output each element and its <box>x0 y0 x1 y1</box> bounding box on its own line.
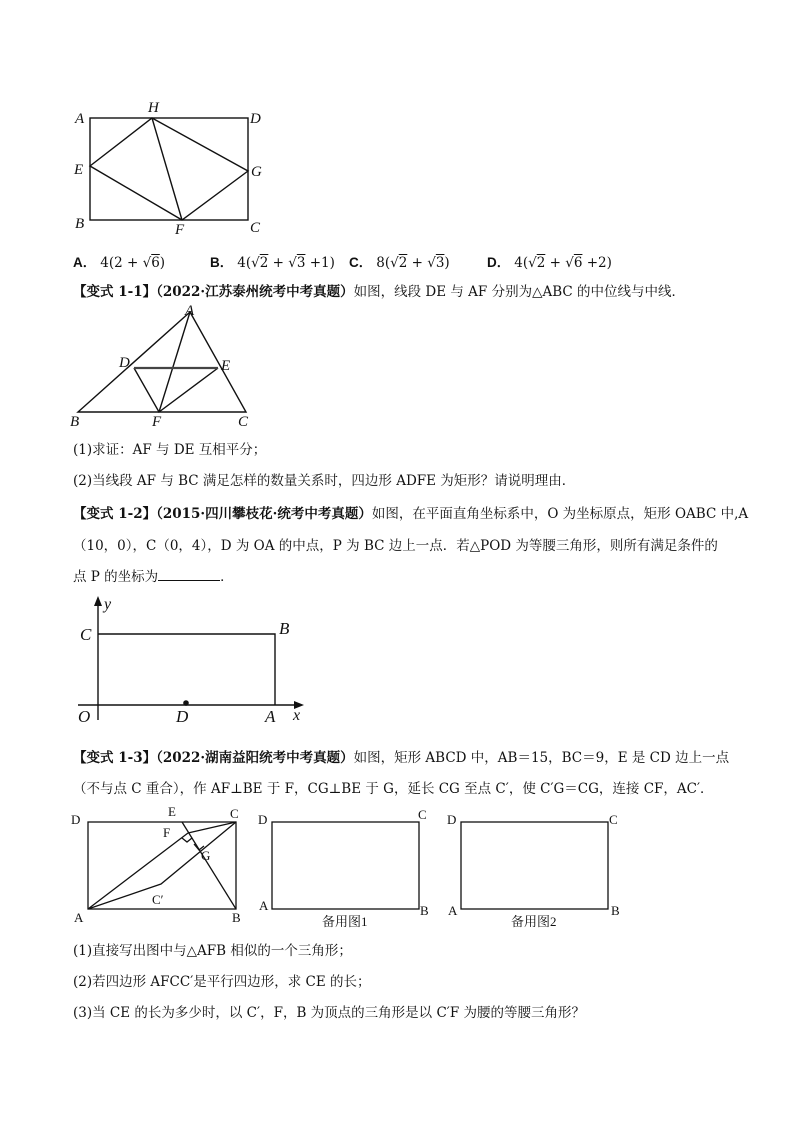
v13-line-1: 如图，矩形 ABCD 中，AB＝15，BC＝9，E 是 CD 边上一点 <box>353 750 730 766</box>
fig1-label-f: F <box>175 222 185 238</box>
spare1-label-b: B <box>420 903 429 918</box>
v11-question-1: (1)求证：AF 与 DE 互相平分； <box>73 442 267 458</box>
option-b-prefix: 4( <box>237 255 252 271</box>
figure-spare-1 <box>256 806 436 934</box>
v12-point-d <box>183 700 189 706</box>
option-d-suffix: +2) <box>582 255 612 271</box>
v12-rectangle <box>98 634 275 705</box>
option-c-prefix: 8( <box>376 255 391 271</box>
answer-blank[interactable] <box>158 568 220 581</box>
figure-coordinate-plane <box>72 592 312 728</box>
v11-question-2: (2)当线段 AF 与 BC 满足怎样的数量关系时，四边形 ADFE 为矩形？请说明理由． <box>73 473 576 489</box>
option-a-letter: A． <box>73 255 97 270</box>
spare2-label-d: D <box>447 812 457 827</box>
fig1-label-g: G <box>251 164 262 180</box>
v13-question-1: (1)直接写出图中与△AFB 相似的一个三角形； <box>73 943 352 959</box>
v11-stem: 如图，线段 DE 与 AF 分别为△ABC 的中位线与中线． <box>353 284 686 300</box>
v13-header <box>73 749 729 767</box>
option-d-prefix: 4( <box>514 255 529 271</box>
sqrt-sign: √ <box>427 255 436 271</box>
y-axis-arrow-icon <box>94 596 102 606</box>
spare1-label-c: C <box>418 807 427 822</box>
v11-label-a: A <box>185 303 195 319</box>
fig1-rhombus <box>90 118 248 220</box>
v12-label-o: O <box>78 707 91 726</box>
v11-label-c: C <box>238 414 249 430</box>
v12-label-b: B <box>279 619 290 638</box>
fig1-label-h: H <box>148 100 159 116</box>
option-b-plus: + <box>268 255 289 271</box>
v13-label-a: A <box>74 910 84 925</box>
spare2-label-c: C <box>609 812 618 827</box>
option-c-letter: C． <box>349 255 373 270</box>
spare1-caption: 备用图1 <box>322 914 368 929</box>
spare2-rect <box>461 822 608 909</box>
figure-rectangle-abcd <box>68 800 258 925</box>
right-angle-mark-f <box>182 838 192 842</box>
v12-label-a: A <box>265 707 276 726</box>
option-c-radicand-2: 3 <box>435 255 445 271</box>
v11-label-b: B <box>70 414 80 430</box>
option-a-prefix: 4(2 + <box>100 255 143 271</box>
fig1-label-e: E <box>74 162 84 178</box>
spare2-label-a: A <box>448 903 458 918</box>
option-d-plus: + <box>545 255 566 271</box>
fig1-label-c: C <box>250 220 261 236</box>
v12-label-d: D <box>176 707 189 726</box>
fig1-rect <box>90 118 248 220</box>
spare2-label-b: B <box>611 903 620 918</box>
option-b-suffix: +1) <box>305 255 335 271</box>
fig1-label-b: B <box>75 216 85 232</box>
v11-label-e: E <box>221 358 231 374</box>
v13-label-c-prime: C′ <box>152 892 164 907</box>
v12-line-1: 如图，在平面直角坐标系中，O 为坐标原点，矩形 OABC 中,A <box>371 506 749 522</box>
spare1-label-d: D <box>258 812 268 827</box>
v13-line-2: （不与点 C 重合），作 AF⊥BE 于 F，CG⊥BE 于 G，延长 CG 至点 C′，使 C′G＝CG，连接 CF，AC′． <box>73 781 714 797</box>
v12-line-3-text: 点 P 的坐标为 <box>73 569 159 585</box>
sqrt-sign: √ <box>528 255 537 271</box>
v12-line-3-end: ． <box>220 569 234 585</box>
v12-source: （2015·四川攀枝花·统考中考真题） <box>156 506 372 522</box>
option-c <box>349 251 450 271</box>
v13-tag: 【变式 1-3】 <box>73 750 157 766</box>
v11-quad-dfe <box>134 368 218 412</box>
sqrt-sign: √ <box>288 255 297 271</box>
v12-header <box>73 505 748 523</box>
v13-label-d: D <box>71 812 81 827</box>
option-c-suffix: ) <box>444 255 450 271</box>
v11-source: （2022·江苏泰州统考中考真题） <box>156 284 354 300</box>
option-a <box>73 251 165 271</box>
sqrt-sign: √ <box>390 255 399 271</box>
option-b-radicand-2: 3 <box>296 255 306 271</box>
option-c-plus: + <box>407 255 428 271</box>
sqrt-sign: √ <box>142 255 152 271</box>
v11-tag: 【变式 1-1】 <box>73 284 157 300</box>
v13-label-f: F <box>163 825 171 840</box>
option-a-radicand: 6 <box>151 255 160 271</box>
option-b <box>210 251 335 271</box>
v13-label-b: B <box>232 910 241 925</box>
option-d-radicand-1: 2 <box>536 255 546 271</box>
option-d <box>487 251 612 271</box>
v12-line-3 <box>73 568 234 586</box>
v12-label-y: y <box>104 596 112 613</box>
fig1-label-d: D <box>250 111 261 127</box>
v12-line-2: （10，0），C（0，4），D 为 OA 的中点，P 为 BC 边上一点．若△POD 为等腰三角形，则所有满足条件的 <box>73 538 718 554</box>
v13-label-c: C <box>230 806 239 821</box>
v13-question-3: (3)当 CE 的长为多少时，以 C′，F，B 为顶点的三角形是以 C′F 为腰的等腰三角形？ <box>73 1005 585 1021</box>
v12-label-x: x <box>293 707 301 724</box>
option-c-radicand-1: 2 <box>398 255 408 271</box>
v12-label-c: C <box>80 625 92 644</box>
v13-label-g: G <box>201 848 211 863</box>
v11-header <box>73 283 685 301</box>
v13-question-2: (2)若四边形 AFCC′是平行四边形，求 CE 的长； <box>73 974 371 990</box>
v11-label-f: F <box>152 414 162 430</box>
v11-median-af <box>159 312 190 412</box>
figure-triangle-abc <box>68 302 258 432</box>
option-b-letter: B． <box>210 255 234 270</box>
sqrt-sign: √ <box>251 255 260 271</box>
figure-spare-2 <box>445 806 625 934</box>
option-a-suffix: ) <box>159 255 166 271</box>
option-b-radicand-1: 2 <box>259 255 269 271</box>
v13-label-e: E <box>168 804 176 819</box>
fig1-label-a: A <box>75 111 85 127</box>
v12-tag: 【变式 1-2】 <box>73 506 157 522</box>
v11-label-d: D <box>119 355 130 371</box>
spare1-label-a: A <box>259 898 269 913</box>
option-d-radicand-2: 6 <box>573 255 583 271</box>
v13-source: （2022·湖南益阳统考中考真题） <box>156 750 354 766</box>
spare2-caption: 备用图2 <box>511 914 557 929</box>
figure-rectangle-rhombus <box>70 96 270 241</box>
sqrt-sign: √ <box>565 255 574 271</box>
v13-line-af <box>88 833 188 909</box>
v13-line-be <box>182 822 236 909</box>
spare1-rect <box>272 822 419 909</box>
option-d-letter: D． <box>487 255 511 270</box>
